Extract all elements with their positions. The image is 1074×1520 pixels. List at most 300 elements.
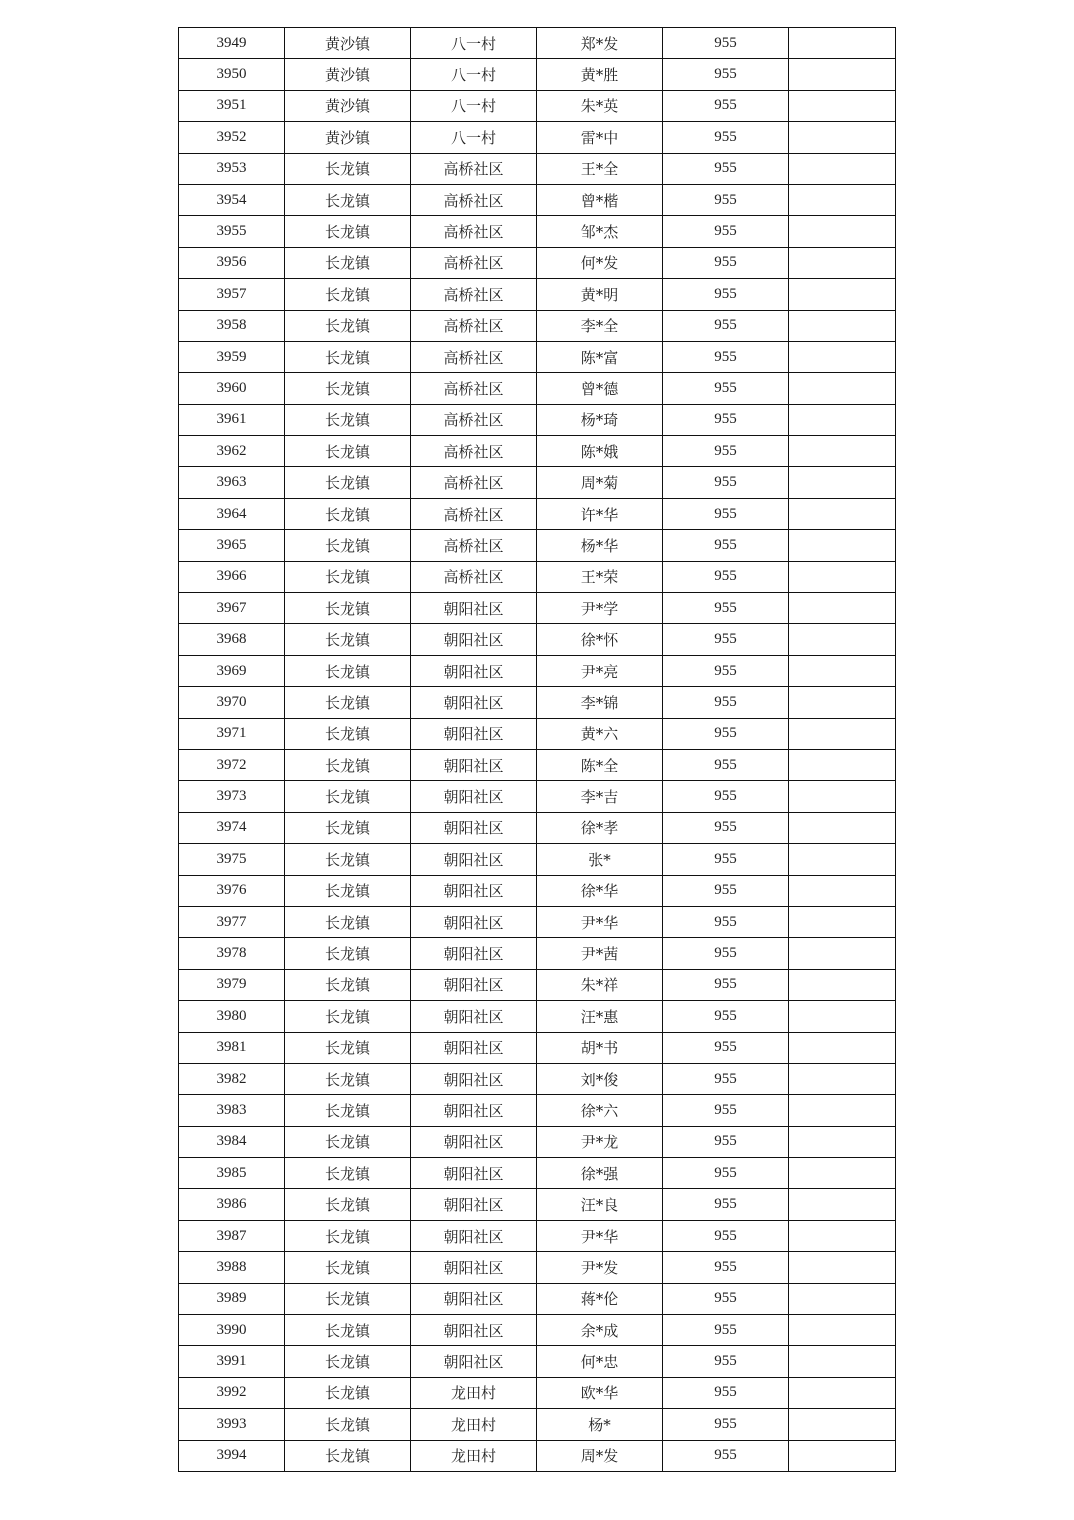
name-cell: 王*荣 [537,561,663,592]
town-cell: 长龙镇 [285,247,411,278]
serial-number-cell: 3978 [179,938,285,969]
village-cell: 朝阳社区 [411,655,537,686]
name-cell: 朱*英 [537,90,663,121]
town-cell: 长龙镇 [285,279,411,310]
village-cell: 朝阳社区 [411,1063,537,1094]
name-cell: 汪*良 [537,1189,663,1220]
name-cell: 陈*娥 [537,436,663,467]
town-cell: 长龙镇 [285,1440,411,1471]
serial-number-cell: 3987 [179,1220,285,1251]
amount-cell: 955 [663,436,789,467]
remark-cell [789,1095,896,1126]
remark-cell [789,781,896,812]
town-cell: 长龙镇 [285,938,411,969]
name-cell: 杨*华 [537,530,663,561]
serial-number-cell: 3960 [179,373,285,404]
village-cell: 高桥社区 [411,341,537,372]
town-cell: 长龙镇 [285,624,411,655]
name-cell: 徐*六 [537,1095,663,1126]
name-cell: 黄*六 [537,718,663,749]
town-cell: 长龙镇 [285,969,411,1000]
amount-cell: 955 [663,498,789,529]
remark-cell [789,655,896,686]
roster-table [178,27,896,1472]
serial-number-cell: 3956 [179,247,285,278]
table-row [179,1252,896,1283]
town-cell: 长龙镇 [285,1126,411,1157]
village-cell: 八一村 [411,122,537,153]
table-row [179,844,896,875]
name-cell: 朱*祥 [537,969,663,1000]
name-cell: 尹*茜 [537,938,663,969]
serial-number-cell: 3981 [179,1032,285,1063]
serial-number-cell: 3972 [179,749,285,780]
village-cell: 高桥社区 [411,467,537,498]
village-cell: 八一村 [411,28,537,59]
town-cell: 长龙镇 [285,404,411,435]
amount-cell: 955 [663,122,789,153]
remark-cell [789,844,896,875]
table-row [179,1063,896,1094]
remark-cell [789,216,896,247]
town-cell: 长龙镇 [285,1220,411,1251]
village-cell: 朝阳社区 [411,1126,537,1157]
amount-cell: 955 [663,1189,789,1220]
serial-number-cell: 3991 [179,1346,285,1377]
serial-number-cell: 3977 [179,906,285,937]
table-row [179,718,896,749]
amount-cell: 955 [663,530,789,561]
town-cell: 长龙镇 [285,1283,411,1314]
amount-cell: 955 [663,1346,789,1377]
village-cell: 朝阳社区 [411,749,537,780]
town-cell: 长龙镇 [285,593,411,624]
table-row [179,467,896,498]
amount-cell: 955 [663,1377,789,1408]
table-row [179,310,896,341]
serial-number-cell: 3966 [179,561,285,592]
town-cell: 长龙镇 [285,1346,411,1377]
town-cell: 长龙镇 [285,1158,411,1189]
remark-cell [789,1158,896,1189]
table-row [179,781,896,812]
amount-cell: 955 [663,247,789,278]
village-cell: 高桥社区 [411,279,537,310]
table-row [179,1220,896,1251]
table-row [179,184,896,215]
serial-number-cell: 3965 [179,530,285,561]
name-cell: 黄*明 [537,279,663,310]
remark-cell [789,938,896,969]
serial-number-cell: 3992 [179,1377,285,1408]
village-cell: 八一村 [411,59,537,90]
amount-cell: 955 [663,718,789,749]
name-cell: 周*菊 [537,467,663,498]
table-row [179,561,896,592]
amount-cell: 955 [663,184,789,215]
name-cell: 何*发 [537,247,663,278]
table-row [179,404,896,435]
village-cell: 高桥社区 [411,373,537,404]
serial-number-cell: 3969 [179,655,285,686]
serial-number-cell: 3954 [179,184,285,215]
table-row [179,1126,896,1157]
name-cell: 郑*发 [537,28,663,59]
table-row [179,90,896,121]
name-cell: 欧*华 [537,1377,663,1408]
village-cell: 朝阳社区 [411,1032,537,1063]
table-row [179,1440,896,1471]
serial-number-cell: 3986 [179,1189,285,1220]
name-cell: 何*忠 [537,1346,663,1377]
amount-cell: 955 [663,781,789,812]
remark-cell [789,530,896,561]
table-row [179,373,896,404]
remark-cell [789,1063,896,1094]
table-row [179,812,896,843]
name-cell: 邹*杰 [537,216,663,247]
serial-number-cell: 3957 [179,279,285,310]
serial-number-cell: 3973 [179,781,285,812]
remark-cell [789,1440,896,1471]
amount-cell: 955 [663,59,789,90]
serial-number-cell: 3962 [179,436,285,467]
remark-cell [789,1220,896,1251]
town-cell: 长龙镇 [285,530,411,561]
town-cell: 长龙镇 [285,1063,411,1094]
serial-number-cell: 3980 [179,1001,285,1032]
serial-number-cell: 3952 [179,122,285,153]
town-cell: 长龙镇 [285,781,411,812]
table-row [179,1283,896,1314]
village-cell: 朝阳社区 [411,812,537,843]
serial-number-cell: 3975 [179,844,285,875]
name-cell: 尹*华 [537,906,663,937]
village-cell: 高桥社区 [411,561,537,592]
town-cell: 长龙镇 [285,467,411,498]
village-cell: 高桥社区 [411,153,537,184]
name-cell: 李*全 [537,310,663,341]
table-row [179,122,896,153]
table-row [179,875,896,906]
remark-cell [789,1346,896,1377]
amount-cell: 955 [663,938,789,969]
town-cell: 长龙镇 [285,1095,411,1126]
serial-number-cell: 3967 [179,593,285,624]
remark-cell [789,687,896,718]
town-cell: 长龙镇 [285,906,411,937]
name-cell: 李*锦 [537,687,663,718]
serial-number-cell: 3970 [179,687,285,718]
table-row [179,436,896,467]
name-cell: 周*发 [537,1440,663,1471]
village-cell: 龙田村 [411,1409,537,1440]
serial-number-cell: 3959 [179,341,285,372]
town-cell: 长龙镇 [285,153,411,184]
village-cell: 朝阳社区 [411,875,537,906]
serial-number-cell: 3971 [179,718,285,749]
serial-number-cell: 3963 [179,467,285,498]
name-cell: 尹*亮 [537,655,663,686]
remark-cell [789,310,896,341]
village-cell: 朝阳社区 [411,1220,537,1251]
town-cell: 长龙镇 [285,1315,411,1346]
table-row [179,1158,896,1189]
amount-cell: 955 [663,1440,789,1471]
remark-cell [789,969,896,1000]
table-row [179,624,896,655]
name-cell: 李*吉 [537,781,663,812]
village-cell: 朝阳社区 [411,1158,537,1189]
amount-cell: 955 [663,844,789,875]
amount-cell: 955 [663,1158,789,1189]
serial-number-cell: 3989 [179,1283,285,1314]
town-cell: 长龙镇 [285,184,411,215]
table-row [179,906,896,937]
remark-cell [789,875,896,906]
remark-cell [789,1252,896,1283]
village-cell: 朝阳社区 [411,1095,537,1126]
name-cell: 黄*胜 [537,59,663,90]
village-cell: 朝阳社区 [411,1346,537,1377]
table-row [179,593,896,624]
amount-cell: 955 [663,875,789,906]
town-cell: 长龙镇 [285,561,411,592]
serial-number-cell: 3982 [179,1063,285,1094]
remark-cell [789,498,896,529]
remark-cell [789,1001,896,1032]
table-row [179,1346,896,1377]
serial-number-cell: 3955 [179,216,285,247]
table-row [179,28,896,59]
table-row [179,749,896,780]
serial-number-cell: 3953 [179,153,285,184]
village-cell: 高桥社区 [411,404,537,435]
amount-cell: 955 [663,1315,789,1346]
village-cell: 高桥社区 [411,184,537,215]
serial-number-cell: 3994 [179,1440,285,1471]
name-cell: 杨* [537,1409,663,1440]
serial-number-cell: 3985 [179,1158,285,1189]
table-row [179,59,896,90]
village-cell: 高桥社区 [411,436,537,467]
town-cell: 长龙镇 [285,655,411,686]
remark-cell [789,1315,896,1346]
table-row [179,1315,896,1346]
serial-number-cell: 3993 [179,1409,285,1440]
town-cell: 长龙镇 [285,875,411,906]
town-cell: 长龙镇 [285,1409,411,1440]
amount-cell: 955 [663,1032,789,1063]
amount-cell: 955 [663,341,789,372]
amount-cell: 955 [663,467,789,498]
amount-cell: 955 [663,1220,789,1251]
town-cell: 长龙镇 [285,1189,411,1220]
amount-cell: 955 [663,1409,789,1440]
table-row [179,279,896,310]
name-cell: 曾*德 [537,373,663,404]
remark-cell [789,279,896,310]
table-row [179,1095,896,1126]
name-cell: 陈*全 [537,749,663,780]
remark-cell [789,90,896,121]
serial-number-cell: 3968 [179,624,285,655]
serial-number-cell: 3979 [179,969,285,1000]
village-cell: 高桥社区 [411,216,537,247]
remark-cell [789,718,896,749]
amount-cell: 955 [663,279,789,310]
table-row [179,1409,896,1440]
village-cell: 朝阳社区 [411,844,537,875]
remark-cell [789,122,896,153]
name-cell: 尹*发 [537,1252,663,1283]
village-cell: 朝阳社区 [411,1189,537,1220]
amount-cell: 955 [663,404,789,435]
remark-cell [789,1283,896,1314]
village-cell: 朝阳社区 [411,718,537,749]
remark-cell [789,467,896,498]
table-row [179,969,896,1000]
serial-number-cell: 3949 [179,28,285,59]
name-cell: 张* [537,844,663,875]
town-cell: 黄沙镇 [285,28,411,59]
town-cell: 黄沙镇 [285,122,411,153]
village-cell: 朝阳社区 [411,593,537,624]
remark-cell [789,341,896,372]
name-cell: 蒋*伦 [537,1283,663,1314]
town-cell: 长龙镇 [285,498,411,529]
amount-cell: 955 [663,655,789,686]
name-cell: 徐*孝 [537,812,663,843]
table-row [179,247,896,278]
amount-cell: 955 [663,1126,789,1157]
serial-number-cell: 3964 [179,498,285,529]
table-row [179,1001,896,1032]
name-cell: 杨*琦 [537,404,663,435]
amount-cell: 955 [663,1252,789,1283]
town-cell: 长龙镇 [285,310,411,341]
amount-cell: 955 [663,310,789,341]
amount-cell: 955 [663,593,789,624]
remark-cell [789,184,896,215]
remark-cell [789,593,896,624]
village-cell: 龙田村 [411,1377,537,1408]
serial-number-cell: 3961 [179,404,285,435]
village-cell: 朝阳社区 [411,969,537,1000]
village-cell: 高桥社区 [411,498,537,529]
table-row [179,1189,896,1220]
village-cell: 高桥社区 [411,530,537,561]
amount-cell: 955 [663,906,789,937]
town-cell: 长龙镇 [285,1001,411,1032]
town-cell: 长龙镇 [285,216,411,247]
table-row [179,530,896,561]
remark-cell [789,624,896,655]
town-cell: 长龙镇 [285,1377,411,1408]
name-cell: 王*全 [537,153,663,184]
remark-cell [789,28,896,59]
name-cell: 胡*书 [537,1032,663,1063]
village-cell: 朝阳社区 [411,1315,537,1346]
village-cell: 朝阳社区 [411,1283,537,1314]
amount-cell: 955 [663,624,789,655]
serial-number-cell: 3950 [179,59,285,90]
remark-cell [789,247,896,278]
amount-cell: 955 [663,153,789,184]
name-cell: 尹*华 [537,1220,663,1251]
town-cell: 长龙镇 [285,812,411,843]
village-cell: 高桥社区 [411,247,537,278]
table-row [179,938,896,969]
town-cell: 长龙镇 [285,341,411,372]
amount-cell: 955 [663,969,789,1000]
remark-cell [789,561,896,592]
town-cell: 长龙镇 [285,844,411,875]
amount-cell: 955 [663,216,789,247]
serial-number-cell: 3958 [179,310,285,341]
village-cell: 八一村 [411,90,537,121]
town-cell: 长龙镇 [285,373,411,404]
town-cell: 长龙镇 [285,1032,411,1063]
town-cell: 长龙镇 [285,687,411,718]
name-cell: 徐*强 [537,1158,663,1189]
town-cell: 黄沙镇 [285,59,411,90]
amount-cell: 955 [663,1001,789,1032]
table-row [179,153,896,184]
table-row [179,687,896,718]
name-cell: 徐*华 [537,875,663,906]
amount-cell: 955 [663,90,789,121]
remark-cell [789,436,896,467]
serial-number-cell: 3974 [179,812,285,843]
remark-cell [789,749,896,780]
table-row [179,1032,896,1063]
name-cell: 尹*龙 [537,1126,663,1157]
village-cell: 朝阳社区 [411,1252,537,1283]
amount-cell: 955 [663,1095,789,1126]
remark-cell [789,1189,896,1220]
town-cell: 长龙镇 [285,718,411,749]
village-cell: 朝阳社区 [411,938,537,969]
remark-cell [789,59,896,90]
amount-cell: 955 [663,812,789,843]
amount-cell: 955 [663,1063,789,1094]
serial-number-cell: 3983 [179,1095,285,1126]
town-cell: 黄沙镇 [285,90,411,121]
amount-cell: 955 [663,373,789,404]
name-cell: 徐*怀 [537,624,663,655]
amount-cell: 955 [663,749,789,780]
serial-number-cell: 3976 [179,875,285,906]
village-cell: 朝阳社区 [411,1001,537,1032]
name-cell: 陈*富 [537,341,663,372]
table-row [179,498,896,529]
town-cell: 长龙镇 [285,436,411,467]
village-cell: 高桥社区 [411,310,537,341]
name-cell: 刘*俊 [537,1063,663,1094]
remark-cell [789,1377,896,1408]
table-row [179,1377,896,1408]
village-cell: 朝阳社区 [411,687,537,718]
table-row [179,655,896,686]
name-cell: 尹*学 [537,593,663,624]
serial-number-cell: 3951 [179,90,285,121]
remark-cell [789,373,896,404]
name-cell: 曾*楷 [537,184,663,215]
roster-table-body [179,28,896,1472]
remark-cell [789,812,896,843]
amount-cell: 955 [663,561,789,592]
